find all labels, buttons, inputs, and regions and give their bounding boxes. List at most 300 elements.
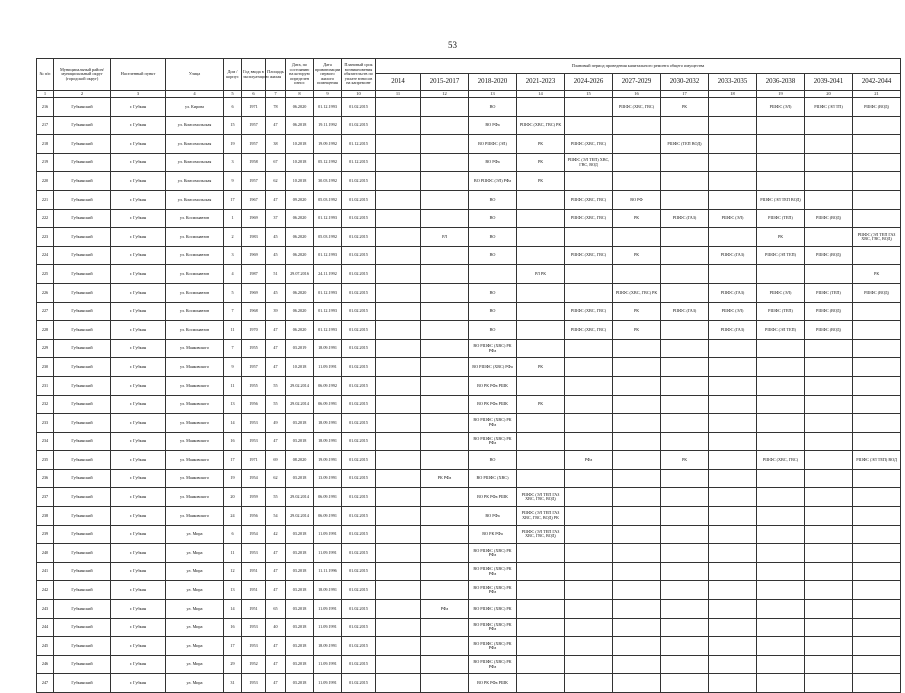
row-period-2014 [376, 98, 421, 117]
row-locality: г. Губкин [111, 98, 166, 117]
row-period-2018-2020: ВО РК РФа РШК [469, 674, 517, 693]
row-period-2030-2032 [661, 600, 709, 619]
row-date-state: 03.2018 [286, 414, 314, 433]
row-date-state: 06.2020 [286, 321, 314, 340]
row-number: 223 [37, 228, 54, 247]
row-period-2033-2035 [709, 562, 757, 581]
header-house: Дом / корпус [224, 59, 242, 91]
row-period-2014 [376, 265, 421, 284]
row-street: ул. Мира [166, 525, 224, 544]
row-area: 49 [266, 414, 286, 433]
row-period-2024-2026 [565, 655, 613, 674]
row-period-2039-2041 [805, 562, 853, 581]
row-period-2027-2029 [613, 488, 661, 507]
row-date-privatization: 19.09.1992 [314, 135, 342, 154]
row-district: Губкинский [54, 414, 111, 433]
row-period-2014 [376, 283, 421, 302]
row-locality: г. Губкин [111, 618, 166, 637]
row-period-2039-2041 [805, 544, 853, 563]
row-period-2015-2017: РФа [421, 600, 469, 619]
row-period-2039-2041 [805, 228, 853, 247]
row-year-built: 1951 [242, 581, 266, 600]
row-number: 222 [37, 209, 54, 228]
row-period-2036-2038: РШФС (ХВС, ГВС) [757, 451, 805, 470]
row-district: Губкинский [54, 544, 111, 563]
row-year-built: 1967 [242, 190, 266, 209]
row-period-2021-2023 [517, 469, 565, 488]
row-period-2039-2041 [805, 432, 853, 451]
row-house: 14 [224, 414, 242, 433]
table-row [37, 395, 901, 414]
row-number: 230 [37, 358, 54, 377]
row-period-2039-2041 [805, 637, 853, 656]
row-period-2021-2023 [517, 209, 565, 228]
row-period-2014 [376, 339, 421, 358]
row-street: ул. Маяковского [166, 339, 224, 358]
row-period-2030-2032 [661, 469, 709, 488]
row-period-2015-2017 [421, 321, 469, 340]
row-street: ул. Маяковского [166, 376, 224, 395]
row-period-2030-2032: РШФС (ГАЗ) [661, 302, 709, 321]
row-period-2021-2023 [517, 581, 565, 600]
row-period-2021-2023 [517, 600, 565, 619]
row-deadline: 01.02.2015 [342, 507, 376, 526]
row-period-2024-2026 [565, 562, 613, 581]
row-date-privatization: 18.09.1991 [314, 637, 342, 656]
row-period-2033-2035 [709, 116, 757, 135]
row-year-built: 1971 [242, 451, 266, 470]
row-locality: г. Губкин [111, 414, 166, 433]
row-house: 19 [224, 135, 242, 154]
row-period-2014 [376, 637, 421, 656]
row-period-2039-2041: РШФС (ВОД) [805, 246, 853, 265]
row-locality: г. Губкин [111, 655, 166, 674]
row-period-2030-2032 [661, 488, 709, 507]
row-number: 232 [37, 395, 54, 414]
row-period-2036-2038: РШФС (ЭЛ ТЕП ВОД) [757, 190, 805, 209]
row-date-state: 03.2018 [286, 674, 314, 693]
row-period-2021-2023: РК [517, 172, 565, 191]
row-period-2030-2032 [661, 395, 709, 414]
row-period-2033-2035 [709, 98, 757, 117]
row-period-2024-2026 [565, 525, 613, 544]
row-number: 233 [37, 414, 54, 433]
row-house: 15 [224, 116, 242, 135]
table-row [37, 283, 901, 302]
row-period-2027-2029 [613, 228, 661, 247]
row-deadline: 01.02.2015 [342, 674, 376, 693]
table-row [37, 600, 901, 619]
row-period-2018-2020: ВО РШФС (ЭЛ) РФа [469, 172, 517, 191]
row-period-2018-2020: ВО РШФС (ХВС) РК РФа [469, 544, 517, 563]
row-locality: г. Губкин [111, 544, 166, 563]
row-area: 45 [266, 283, 286, 302]
row-date-state: 03.2019 [286, 339, 314, 358]
row-house: 7 [224, 339, 242, 358]
row-period-2018-2020: ВО [469, 302, 517, 321]
row-date-state: 06.2020 [286, 209, 314, 228]
row-house: 5 [224, 283, 242, 302]
row-year-built: 1957 [242, 172, 266, 191]
row-period-2039-2041 [805, 451, 853, 470]
row-year-built: 1983 [242, 228, 266, 247]
row-date-privatization: 19.09.1991 [314, 451, 342, 470]
row-period-2015-2017 [421, 637, 469, 656]
row-locality: г. Губкин [111, 562, 166, 581]
row-period-2042-2044 [853, 414, 901, 433]
header-col-number: 10 [342, 91, 376, 98]
row-year-built: 1969 [242, 209, 266, 228]
row-period-2021-2023 [517, 339, 565, 358]
header-col-number: 3 [111, 91, 166, 98]
row-deadline: 01.02.2015 [342, 283, 376, 302]
row-period-2042-2044 [853, 432, 901, 451]
row-period-2018-2020: ВО [469, 451, 517, 470]
row-period-2036-2038 [757, 618, 805, 637]
row-date-privatization: 01.12.1993 [314, 283, 342, 302]
row-house: 12 [224, 562, 242, 581]
row-period-2021-2023 [517, 190, 565, 209]
row-number: 216 [37, 98, 54, 117]
row-deadline: 01.02.2015 [342, 581, 376, 600]
row-year-built: 1958 [242, 153, 266, 172]
row-area: 69 [266, 451, 286, 470]
row-period-2030-2032 [661, 283, 709, 302]
row-period-2030-2032 [661, 339, 709, 358]
row-period-2027-2029 [613, 116, 661, 135]
row-district: Губкинский [54, 116, 111, 135]
header-deadline: Плановый срок возникновения обязательств по уплате взносов на капремонт [342, 59, 376, 91]
row-period-2015-2017 [421, 153, 469, 172]
row-deadline: 01.02.2015 [342, 98, 376, 117]
row-area: 47 [266, 339, 286, 358]
row-deadline: 01.02.2015 [342, 190, 376, 209]
row-locality: г. Губкин [111, 339, 166, 358]
row-period-2015-2017 [421, 544, 469, 563]
row-period-2030-2032: РШФС (ТЕП ВОД) [661, 135, 709, 154]
row-district: Губкинский [54, 283, 111, 302]
header-year-2027-2029: 2027-2029 [613, 74, 661, 91]
row-area: 47 [266, 544, 286, 563]
row-period-2018-2020: ВО РК РФа [469, 525, 517, 544]
row-district: Губкинский [54, 265, 111, 284]
row-period-2014 [376, 618, 421, 637]
header-year-2039-2041: 2039-2041 [805, 74, 853, 91]
row-period-2021-2023: РШФС (ЭЛ ТЕП ГАЗ ХВС, ГВС, ВОД) [517, 488, 565, 507]
row-deadline: 01.02.2015 [342, 172, 376, 191]
row-number: 240 [37, 544, 54, 563]
header-col-number: 16 [613, 91, 661, 98]
row-locality: г. Губкин [111, 488, 166, 507]
row-period-2036-2038 [757, 172, 805, 191]
row-period-2014 [376, 507, 421, 526]
row-period-2030-2032 [661, 525, 709, 544]
row-number: 227 [37, 302, 54, 321]
row-locality: г. Губкин [111, 469, 166, 488]
row-street: ул. Мира [166, 618, 224, 637]
row-street: ул. Космонавтов [166, 283, 224, 302]
row-period-2042-2044 [853, 172, 901, 191]
row-period-2018-2020: ВО [469, 228, 517, 247]
row-period-2015-2017 [421, 414, 469, 433]
row-period-2033-2035: РШФС (ГАЗ) [709, 321, 757, 340]
row-period-2036-2038: РШФС (ЭЛ) [757, 283, 805, 302]
row-house: 9 [224, 172, 242, 191]
row-district: Губкинский [54, 600, 111, 619]
row-date-privatization: 11.09.1991 [314, 618, 342, 637]
row-district: Губкинский [54, 432, 111, 451]
row-period-2015-2017 [421, 507, 469, 526]
row-period-2042-2044 [853, 600, 901, 619]
header-area: Площадь жилая [266, 59, 286, 91]
row-year-built: 1953 [242, 544, 266, 563]
row-number: 244 [37, 618, 54, 637]
row-period-2033-2035 [709, 525, 757, 544]
row-deadline: 01.02.2015 [342, 209, 376, 228]
row-period-2042-2044 [853, 135, 901, 154]
header-year-2024-2026: 2024-2026 [565, 74, 613, 91]
row-number: 229 [37, 339, 54, 358]
row-locality: г. Губкин [111, 153, 166, 172]
row-period-2015-2017 [421, 451, 469, 470]
row-period-2042-2044 [853, 637, 901, 656]
header-year-2018-2020: 2018-2020 [469, 74, 517, 91]
row-locality: г. Губкин [111, 246, 166, 265]
header-col-number: 5 [224, 91, 242, 98]
row-date-privatization: 06.09.1992 [314, 376, 342, 395]
row-period-2042-2044 [853, 209, 901, 228]
row-year-built: 1953 [242, 674, 266, 693]
row-period-2015-2017 [421, 376, 469, 395]
row-house: 14 [224, 600, 242, 619]
row-number: 238 [37, 507, 54, 526]
row-period-2030-2032 [661, 581, 709, 600]
row-period-2027-2029: РК [613, 302, 661, 321]
row-date-privatization: 11.09.1991 [314, 525, 342, 544]
row-period-2027-2029 [613, 153, 661, 172]
row-number: 247 [37, 674, 54, 693]
row-period-2036-2038: РШФС (ЭЛ ТЕП) [757, 321, 805, 340]
row-deadline: 01.02.2015 [342, 246, 376, 265]
row-year-built: 1954 [242, 525, 266, 544]
row-period-2030-2032 [661, 414, 709, 433]
header-col-number: 17 [661, 91, 709, 98]
row-date-state: 29.02.2014 [286, 507, 314, 526]
row-number: 237 [37, 488, 54, 507]
row-period-2030-2032 [661, 618, 709, 637]
row-year-built: 1957 [242, 358, 266, 377]
row-period-2042-2044: РШФС (ВОД) [853, 98, 901, 117]
row-year-built: 1959 [242, 488, 266, 507]
row-period-2042-2044 [853, 674, 901, 693]
row-period-2024-2026: РШФС (ХВС, ГВС) [565, 209, 613, 228]
row-period-2014 [376, 469, 421, 488]
row-house: 3 [224, 153, 242, 172]
row-year-built: 1953 [242, 414, 266, 433]
row-locality: г. Губкин [111, 321, 166, 340]
row-period-2027-2029: РК [613, 321, 661, 340]
row-deadline: 01.02.2015 [342, 525, 376, 544]
row-area: 65 [266, 600, 286, 619]
row-year-built: 1969 [242, 246, 266, 265]
row-locality: г. Губкин [111, 135, 166, 154]
row-period-2018-2020: ВО РШФС (ХВС) РК РФа [469, 339, 517, 358]
row-period-2015-2017 [421, 674, 469, 693]
row-date-state: 03.2018 [286, 637, 314, 656]
row-district: Губкинский [54, 98, 111, 117]
row-period-2027-2029: РК [613, 246, 661, 265]
header-col-number: 12 [421, 91, 469, 98]
row-period-2039-2041 [805, 507, 853, 526]
row-period-2042-2044 [853, 544, 901, 563]
row-house: 7 [224, 302, 242, 321]
row-number: 234 [37, 432, 54, 451]
row-period-2033-2035 [709, 376, 757, 395]
row-house: 17 [224, 637, 242, 656]
page-number: 53 [448, 40, 457, 50]
header-num: № п/п [37, 59, 54, 91]
row-date-privatization: 24.11.1992 [314, 265, 342, 284]
row-period-2014 [376, 358, 421, 377]
row-period-2015-2017 [421, 432, 469, 451]
table-row [37, 414, 901, 433]
row-house: 16 [224, 432, 242, 451]
row-district: Губкинский [54, 618, 111, 637]
row-period-2014 [376, 376, 421, 395]
row-period-2024-2026 [565, 228, 613, 247]
row-locality: г. Губкин [111, 637, 166, 656]
row-area: 51 [266, 265, 286, 284]
row-period-2042-2044 [853, 302, 901, 321]
row-locality: г. Губкин [111, 395, 166, 414]
row-deadline: 01.02.2015 [342, 339, 376, 358]
row-period-2030-2032 [661, 228, 709, 247]
row-period-2021-2023 [517, 432, 565, 451]
row-area: 40 [266, 618, 286, 637]
table-row [37, 488, 901, 507]
header-col-number: 9 [314, 91, 342, 98]
header-col-number: 18 [709, 91, 757, 98]
row-date-state: 29.02.2014 [286, 488, 314, 507]
row-period-2018-2020: ВО РШФС (ХВС) РК РФа [469, 414, 517, 433]
row-period-2021-2023 [517, 451, 565, 470]
header-period-title: Плановый период проведения капитального ремонта общего имущества [376, 59, 901, 74]
row-house: 6 [224, 525, 242, 544]
row-house: 11 [224, 544, 242, 563]
row-deadline: 01.02.2015 [342, 655, 376, 674]
row-period-2027-2029 [613, 358, 661, 377]
row-period-2042-2044 [853, 562, 901, 581]
row-period-2033-2035: РШФС (ЭЛ) [709, 209, 757, 228]
row-period-2027-2029 [613, 135, 661, 154]
row-period-2015-2017: РК РФа [421, 469, 469, 488]
row-period-2039-2041: РШФС (ВОД) [805, 302, 853, 321]
row-number: 239 [37, 525, 54, 544]
row-street: ул. Космонавтов [166, 265, 224, 284]
row-street: ул. Мира [166, 581, 224, 600]
table-row [37, 339, 901, 358]
row-period-2015-2017 [421, 562, 469, 581]
row-period-2027-2029 [613, 265, 661, 284]
row-street: ул. Мира [166, 544, 224, 563]
row-period-2042-2044 [853, 376, 901, 395]
row-period-2015-2017 [421, 581, 469, 600]
row-period-2014 [376, 246, 421, 265]
row-year-built: 1987 [242, 265, 266, 284]
row-number: 220 [37, 172, 54, 191]
row-area: 55 [266, 488, 286, 507]
row-period-2024-2026 [565, 172, 613, 191]
row-locality: г. Губкин [111, 581, 166, 600]
row-period-2033-2035 [709, 451, 757, 470]
row-date-privatization: 01.12.1993 [314, 321, 342, 340]
row-period-2015-2017 [421, 209, 469, 228]
row-period-2018-2020: ВО РШФС (ХВС) РК [469, 600, 517, 619]
row-period-2018-2020: ВО [469, 283, 517, 302]
row-date-privatization: 11.09.1991 [314, 674, 342, 693]
row-number: 218 [37, 135, 54, 154]
row-date-privatization: 01.12.1993 [314, 98, 342, 117]
row-period-2036-2038 [757, 488, 805, 507]
row-period-2027-2029 [613, 581, 661, 600]
header-year-2036-2038: 2036-2038 [757, 74, 805, 91]
row-period-2014 [376, 172, 421, 191]
row-street: ул. Комсомольская [166, 116, 224, 135]
row-period-2030-2032 [661, 321, 709, 340]
row-period-2042-2044: РШФС (ЭЛ ТЕП) ВОД [853, 451, 901, 470]
row-period-2015-2017 [421, 116, 469, 135]
row-date-state: 03.2018 [286, 600, 314, 619]
row-period-2039-2041: РШФС (ВОД) [805, 321, 853, 340]
row-district: Губкинский [54, 302, 111, 321]
row-period-2042-2044 [853, 153, 901, 172]
table-row [37, 655, 901, 674]
row-period-2014 [376, 414, 421, 433]
row-period-2033-2035 [709, 358, 757, 377]
row-period-2027-2029 [613, 637, 661, 656]
row-period-2015-2017 [421, 283, 469, 302]
row-period-2021-2023 [517, 637, 565, 656]
row-year-built: 1954 [242, 469, 266, 488]
row-period-2030-2032: РШФС (ГАЗ) [661, 209, 709, 228]
row-date-privatization: 18.09.1991 [314, 414, 342, 433]
row-date-state: 06.2020 [286, 283, 314, 302]
row-house: 24 [224, 507, 242, 526]
row-district: Губкинский [54, 228, 111, 247]
row-deadline: 01.02.2015 [342, 376, 376, 395]
row-period-2042-2044 [853, 395, 901, 414]
table-row [37, 581, 901, 600]
row-period-2039-2041 [805, 600, 853, 619]
row-period-2014 [376, 395, 421, 414]
table-row [37, 116, 901, 135]
row-street: ул. Маяковского [166, 414, 224, 433]
row-period-2042-2044 [853, 488, 901, 507]
row-locality: г. Губкин [111, 432, 166, 451]
row-period-2030-2032: РК [661, 98, 709, 117]
row-period-2030-2032 [661, 265, 709, 284]
row-house: 11 [224, 376, 242, 395]
row-area: 47 [266, 358, 286, 377]
row-locality: г. Губкин [111, 525, 166, 544]
row-period-2042-2044 [853, 246, 901, 265]
row-period-2033-2035 [709, 414, 757, 433]
row-street: ул. Мира [166, 600, 224, 619]
table-row [37, 618, 901, 637]
row-date-privatization: 11.09.1991 [314, 655, 342, 674]
row-area: 47 [266, 321, 286, 340]
row-street: ул. Маяковского [166, 358, 224, 377]
